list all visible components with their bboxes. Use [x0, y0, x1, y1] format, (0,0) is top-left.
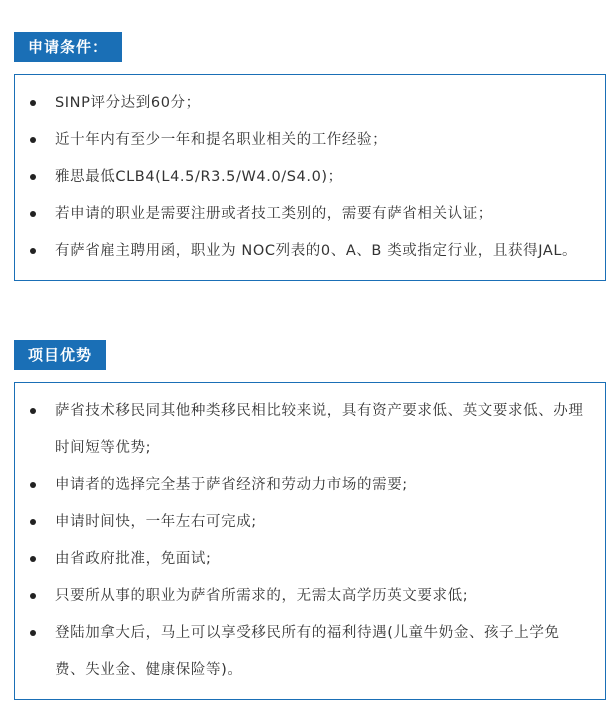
list-item: 只要所从事的职业为萨省所需求的，无需太高学历英文要求低;	[55, 578, 589, 615]
section-heading-advantages: 项目优势	[14, 340, 106, 370]
list-item: 申请时间快，一年左右可完成;	[55, 504, 589, 541]
list-item: 申请者的选择完全基于萨省经济和劳动力市场的需要;	[55, 467, 589, 504]
advantages-box	[14, 382, 606, 700]
list-item: 若申请的职业是需要注册或者技工类别的，需要有萨省相关认证；	[55, 196, 589, 233]
list-item: 近十年内有至少一年和提名职业相关的工作经验；	[55, 122, 589, 159]
list-item: 由省政府批准，免面试;	[55, 541, 589, 578]
advantages-section	[14, 340, 606, 700]
list-item: 登陆加拿大后，马上可以享受移民所有的福利待遇(儿童牛奶金、孩子上学免费、失业金、健康保险等)。	[55, 615, 589, 689]
requirements-section	[14, 32, 606, 281]
list-item: 雅思最低CLB4(L4.5/R3.5/W4.0/S4.0)；	[55, 159, 589, 196]
requirements-list	[55, 85, 589, 270]
list-item: 有萨省雇主聘用函，职业为 NOC列表的0、A、B 类或指定行业，且获得JAL。	[55, 233, 589, 270]
advantages-list	[55, 393, 589, 689]
list-item: SINP评分达到60分；	[55, 85, 589, 122]
requirements-box	[14, 74, 606, 281]
section-heading-requirements: 申请条件：	[14, 32, 122, 62]
list-item: 萨省技术移民同其他种类移民相比较来说，具有资产要求低、英文要求低、办理时间短等优势;	[55, 393, 589, 467]
